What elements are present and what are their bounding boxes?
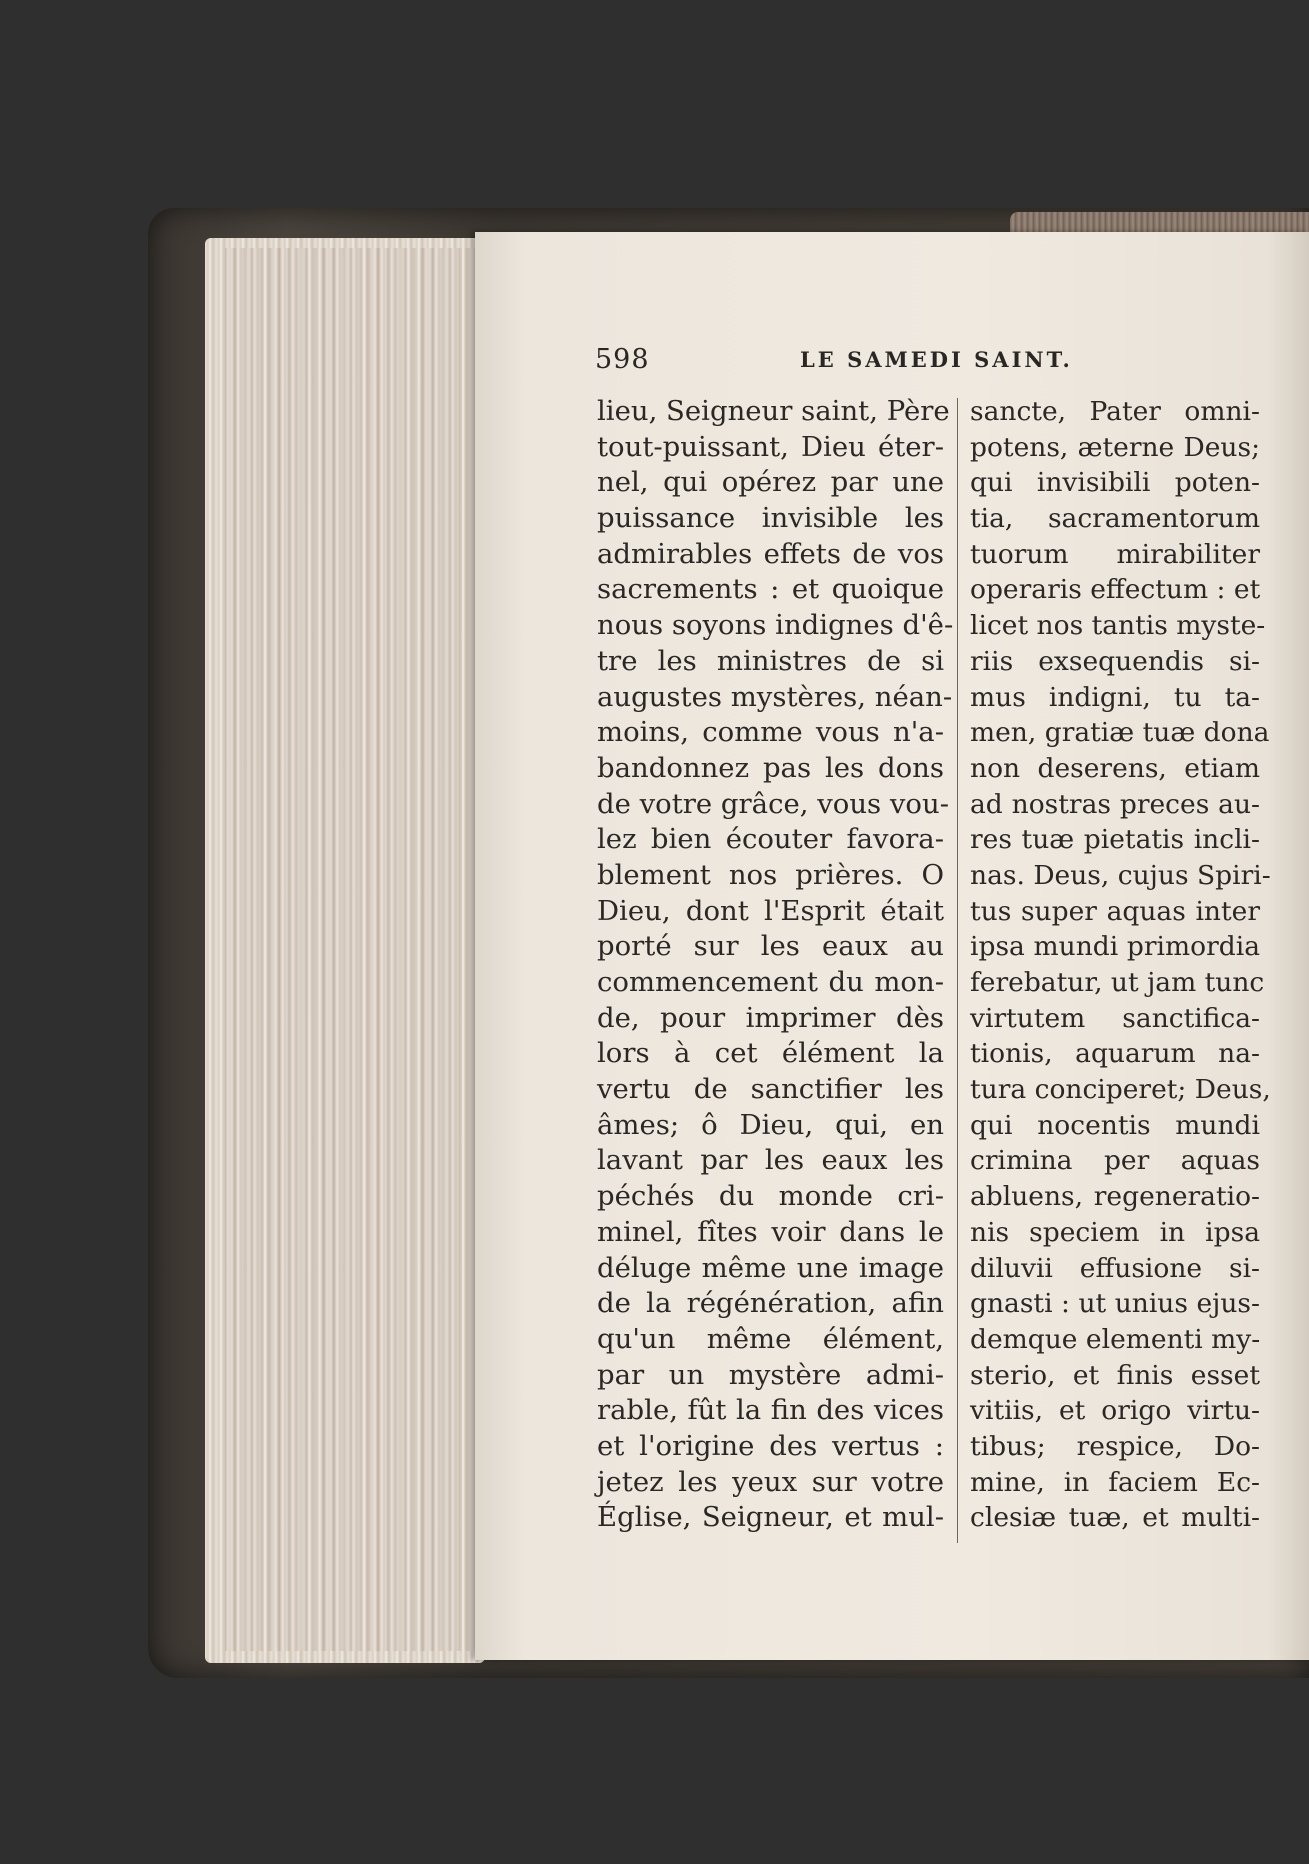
text-line: clesiæ tuæ, et multi- bbox=[970, 1502, 1260, 1534]
text-line: bandonnez pas les dons bbox=[597, 751, 944, 784]
text-line: qui invisibili poten- bbox=[970, 467, 1260, 499]
text-line: operaris effectum : et bbox=[970, 574, 1261, 606]
text-line: blement nos prières. O bbox=[597, 858, 944, 891]
text-line: mine, in faciem Ec- bbox=[970, 1466, 1260, 1498]
text-line: augustes mystères, néan- bbox=[597, 680, 953, 713]
text-line: déluge même une image bbox=[597, 1251, 944, 1284]
text-line: diluvii effusione si- bbox=[970, 1252, 1260, 1284]
latin-column bbox=[970, 394, 1271, 1554]
text-line: qu'un même élément, bbox=[597, 1322, 944, 1355]
text-line: licet nos tantis myste- bbox=[970, 610, 1266, 642]
text-line: ferebatur, ut jam tunc bbox=[970, 967, 1265, 998]
text-line: tibus; respice, Do- bbox=[970, 1430, 1260, 1462]
text-line: rable, fût la fin des vices bbox=[597, 1394, 944, 1427]
text-line: nas. Deus, cujus Spiri- bbox=[970, 859, 1271, 891]
text-line: tre les ministres de si bbox=[597, 644, 944, 677]
text-line: lieu, Seigneur saint, Père bbox=[597, 395, 950, 427]
text-line: vertu de sanctifier les bbox=[597, 1073, 944, 1106]
text-line: gnasti : ut unius ejus- bbox=[970, 1288, 1260, 1320]
text-line: âmes; ô Dieu, qui, en bbox=[597, 1108, 944, 1141]
text-line: non deserens, etiam bbox=[970, 752, 1260, 784]
text-line: moins, comme vous n'a- bbox=[597, 716, 944, 749]
text-line: sancte, Pater omni- bbox=[970, 396, 1260, 427]
text-line: vitiis, et origo virtu- bbox=[970, 1395, 1260, 1427]
text-line: nel, qui opérez par une bbox=[597, 466, 944, 499]
text-line: men, gratiæ tuæ dona bbox=[970, 717, 1270, 749]
text-line: de, pour imprimer dès bbox=[597, 1001, 944, 1034]
text-line: abluens, regeneratio- bbox=[970, 1181, 1260, 1213]
text-line: qui nocentis mundi bbox=[970, 1109, 1260, 1141]
column-divider bbox=[957, 398, 958, 1543]
text-line: jetez les yeux sur votre bbox=[597, 1465, 944, 1498]
text-line: sacrements : et quoique bbox=[597, 573, 944, 606]
text-line: de votre grâce, vous vou- bbox=[597, 787, 949, 820]
text-line: nous soyons indignes d'ê- bbox=[597, 609, 954, 642]
text-line: et l'origine des vertus : bbox=[597, 1429, 944, 1462]
text-line: tout-puissant, Dieu éter- bbox=[597, 430, 944, 463]
text-line: péchés du monde cri- bbox=[597, 1180, 944, 1213]
text-line: lors à cet élément la bbox=[597, 1037, 944, 1070]
text-line: nis speciem in ipsa bbox=[970, 1216, 1260, 1248]
text-line: par un mystère admi- bbox=[597, 1358, 944, 1391]
text-line: res tuæ pietatis incli- bbox=[970, 824, 1260, 856]
text-line: puissance invisible les bbox=[597, 502, 944, 535]
header-title: LE SAMEDI SAINT. bbox=[800, 347, 1073, 372]
text-line: lez bien écouter favora- bbox=[597, 823, 944, 856]
text-line: riis exsequendis si- bbox=[970, 645, 1260, 677]
text-line: tuorum mirabiliter bbox=[970, 538, 1260, 570]
running-head bbox=[595, 344, 1075, 378]
text-line: tia, sacramentorum bbox=[970, 503, 1260, 535]
text-line: ad nostras preces au- bbox=[970, 788, 1260, 820]
text-line: virtutem sanctifica- bbox=[970, 1002, 1260, 1034]
page-number: 598 bbox=[595, 344, 650, 375]
text-line: ipsa mundi primordia bbox=[970, 931, 1260, 963]
text-line: Église, Seigneur, et mul- bbox=[597, 1501, 944, 1534]
french-column bbox=[597, 394, 954, 1554]
text-line: tus super aquas inter bbox=[970, 895, 1260, 927]
text-line: tura conciperet; Deus, bbox=[970, 1074, 1271, 1106]
text-line: tionis, aquarum na- bbox=[970, 1038, 1260, 1070]
text-line: demque elementi my- bbox=[970, 1323, 1261, 1355]
text-line: de la régénération, afin bbox=[597, 1287, 944, 1320]
text-line: porté sur les eaux au bbox=[597, 930, 944, 963]
text-line: sterio, et finis esset bbox=[970, 1359, 1260, 1391]
text-line: mus indigni, tu ta- bbox=[970, 681, 1260, 713]
text-line: lavant par les eaux les bbox=[597, 1144, 944, 1177]
text-line: potens, æterne Deus; bbox=[970, 431, 1260, 463]
text-line: minel, fîtes voir dans le bbox=[597, 1215, 944, 1248]
text-line: Dieu, dont l'Esprit était bbox=[597, 894, 944, 927]
text-line: commencement du mon- bbox=[597, 966, 944, 998]
text-line: admirables effets de vos bbox=[597, 537, 944, 570]
text-line: crimina per aquas bbox=[970, 1145, 1260, 1177]
page-edges bbox=[205, 238, 485, 1663]
